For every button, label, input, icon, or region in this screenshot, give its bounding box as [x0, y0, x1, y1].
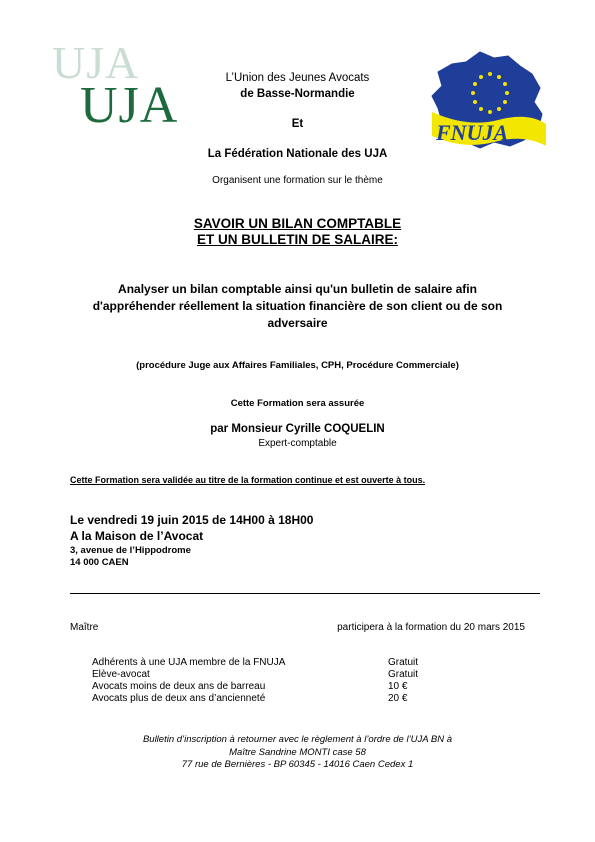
pricing-list	[92, 657, 422, 705]
fnuja-logo	[428, 48, 548, 156]
fnuja-text: FNUJA	[436, 120, 509, 145]
pricing-price: Gratuit	[388, 669, 419, 680]
pricing-row	[92, 693, 422, 705]
event-date: Le vendredi 19 juin 2015 de 14H00 à 18H00	[70, 513, 314, 527]
pricing-row	[92, 669, 422, 681]
footer-line2: Maître Sandrine MONTI case 58	[229, 747, 366, 758]
and-text: Et	[291, 118, 304, 130]
description-line3: adversaire	[267, 316, 328, 330]
description-line2: d'appréhender réellement la situation financière de son client ou de son	[92, 299, 503, 313]
event-place: A la Maison de l’Avocat	[70, 529, 204, 543]
pricing-label: Adhérents à une UJA membre de la FNUJA	[92, 657, 286, 668]
federation-name: La Fédération Nationale des UJA	[207, 148, 388, 160]
title-line2: ET UN BULLETIN DE SALAIRE:	[197, 232, 398, 247]
speaker-role: Expert-comptable	[258, 438, 337, 449]
event-city: 14 000 CAEN	[70, 557, 129, 568]
uja-logo-shadow: UJA	[52, 37, 140, 88]
union-name-line2: de Basse-Normandie	[240, 88, 355, 100]
pricing-label: Avocats moins de deux ans de barreau	[92, 681, 266, 692]
maitre-label: Maître	[70, 622, 99, 633]
pricing-price: Gratuit	[388, 657, 419, 668]
pricing-label: Elève-avocat	[92, 669, 150, 680]
procedure-text: (procédure Juge aux Affaires Familiales, CPH, Procédure Commerciale)	[136, 360, 459, 371]
participation-text: participera à la formation du 20 mars 2015	[337, 622, 525, 633]
title-line1: SAVOIR UN BILAN COMPTABLE	[193, 216, 402, 231]
pricing-row	[92, 681, 422, 693]
footer-line1: Bulletin d’inscription à retourner avec le règlement à l’ordre de l’UJA BN à	[142, 734, 453, 745]
footer-line3: 77 rue de Bernières - BP 60345 - 14016 Caen Cedex 1	[181, 759, 414, 770]
uja-logo: UJA	[80, 77, 179, 134]
pricing-label: Avocats plus de deux ans d’ancienneté	[92, 693, 266, 704]
pricing-price: 20 €	[388, 693, 408, 704]
pricing-row	[92, 657, 422, 669]
description-line1: Analyser un bilan comptable ainsi qu'un bulletin de salaire afin	[118, 282, 477, 296]
pricing-price: 10 €	[388, 681, 408, 692]
speaker-name: par Monsieur Cyrille COQUELIN	[210, 423, 385, 435]
divider	[70, 593, 540, 594]
organise-text: Organisent une formation sur le thème	[212, 175, 383, 186]
union-name-line1: L’Union des Jeunes Avocats	[225, 72, 370, 84]
event-street: 3, avenue de l’Hippodrome	[70, 545, 191, 556]
validation-note: Cette Formation sera validée au titre de la formation continue et est ouverte à tous.	[70, 475, 426, 485]
assured-text: Cette Formation sera assurée	[230, 398, 365, 409]
